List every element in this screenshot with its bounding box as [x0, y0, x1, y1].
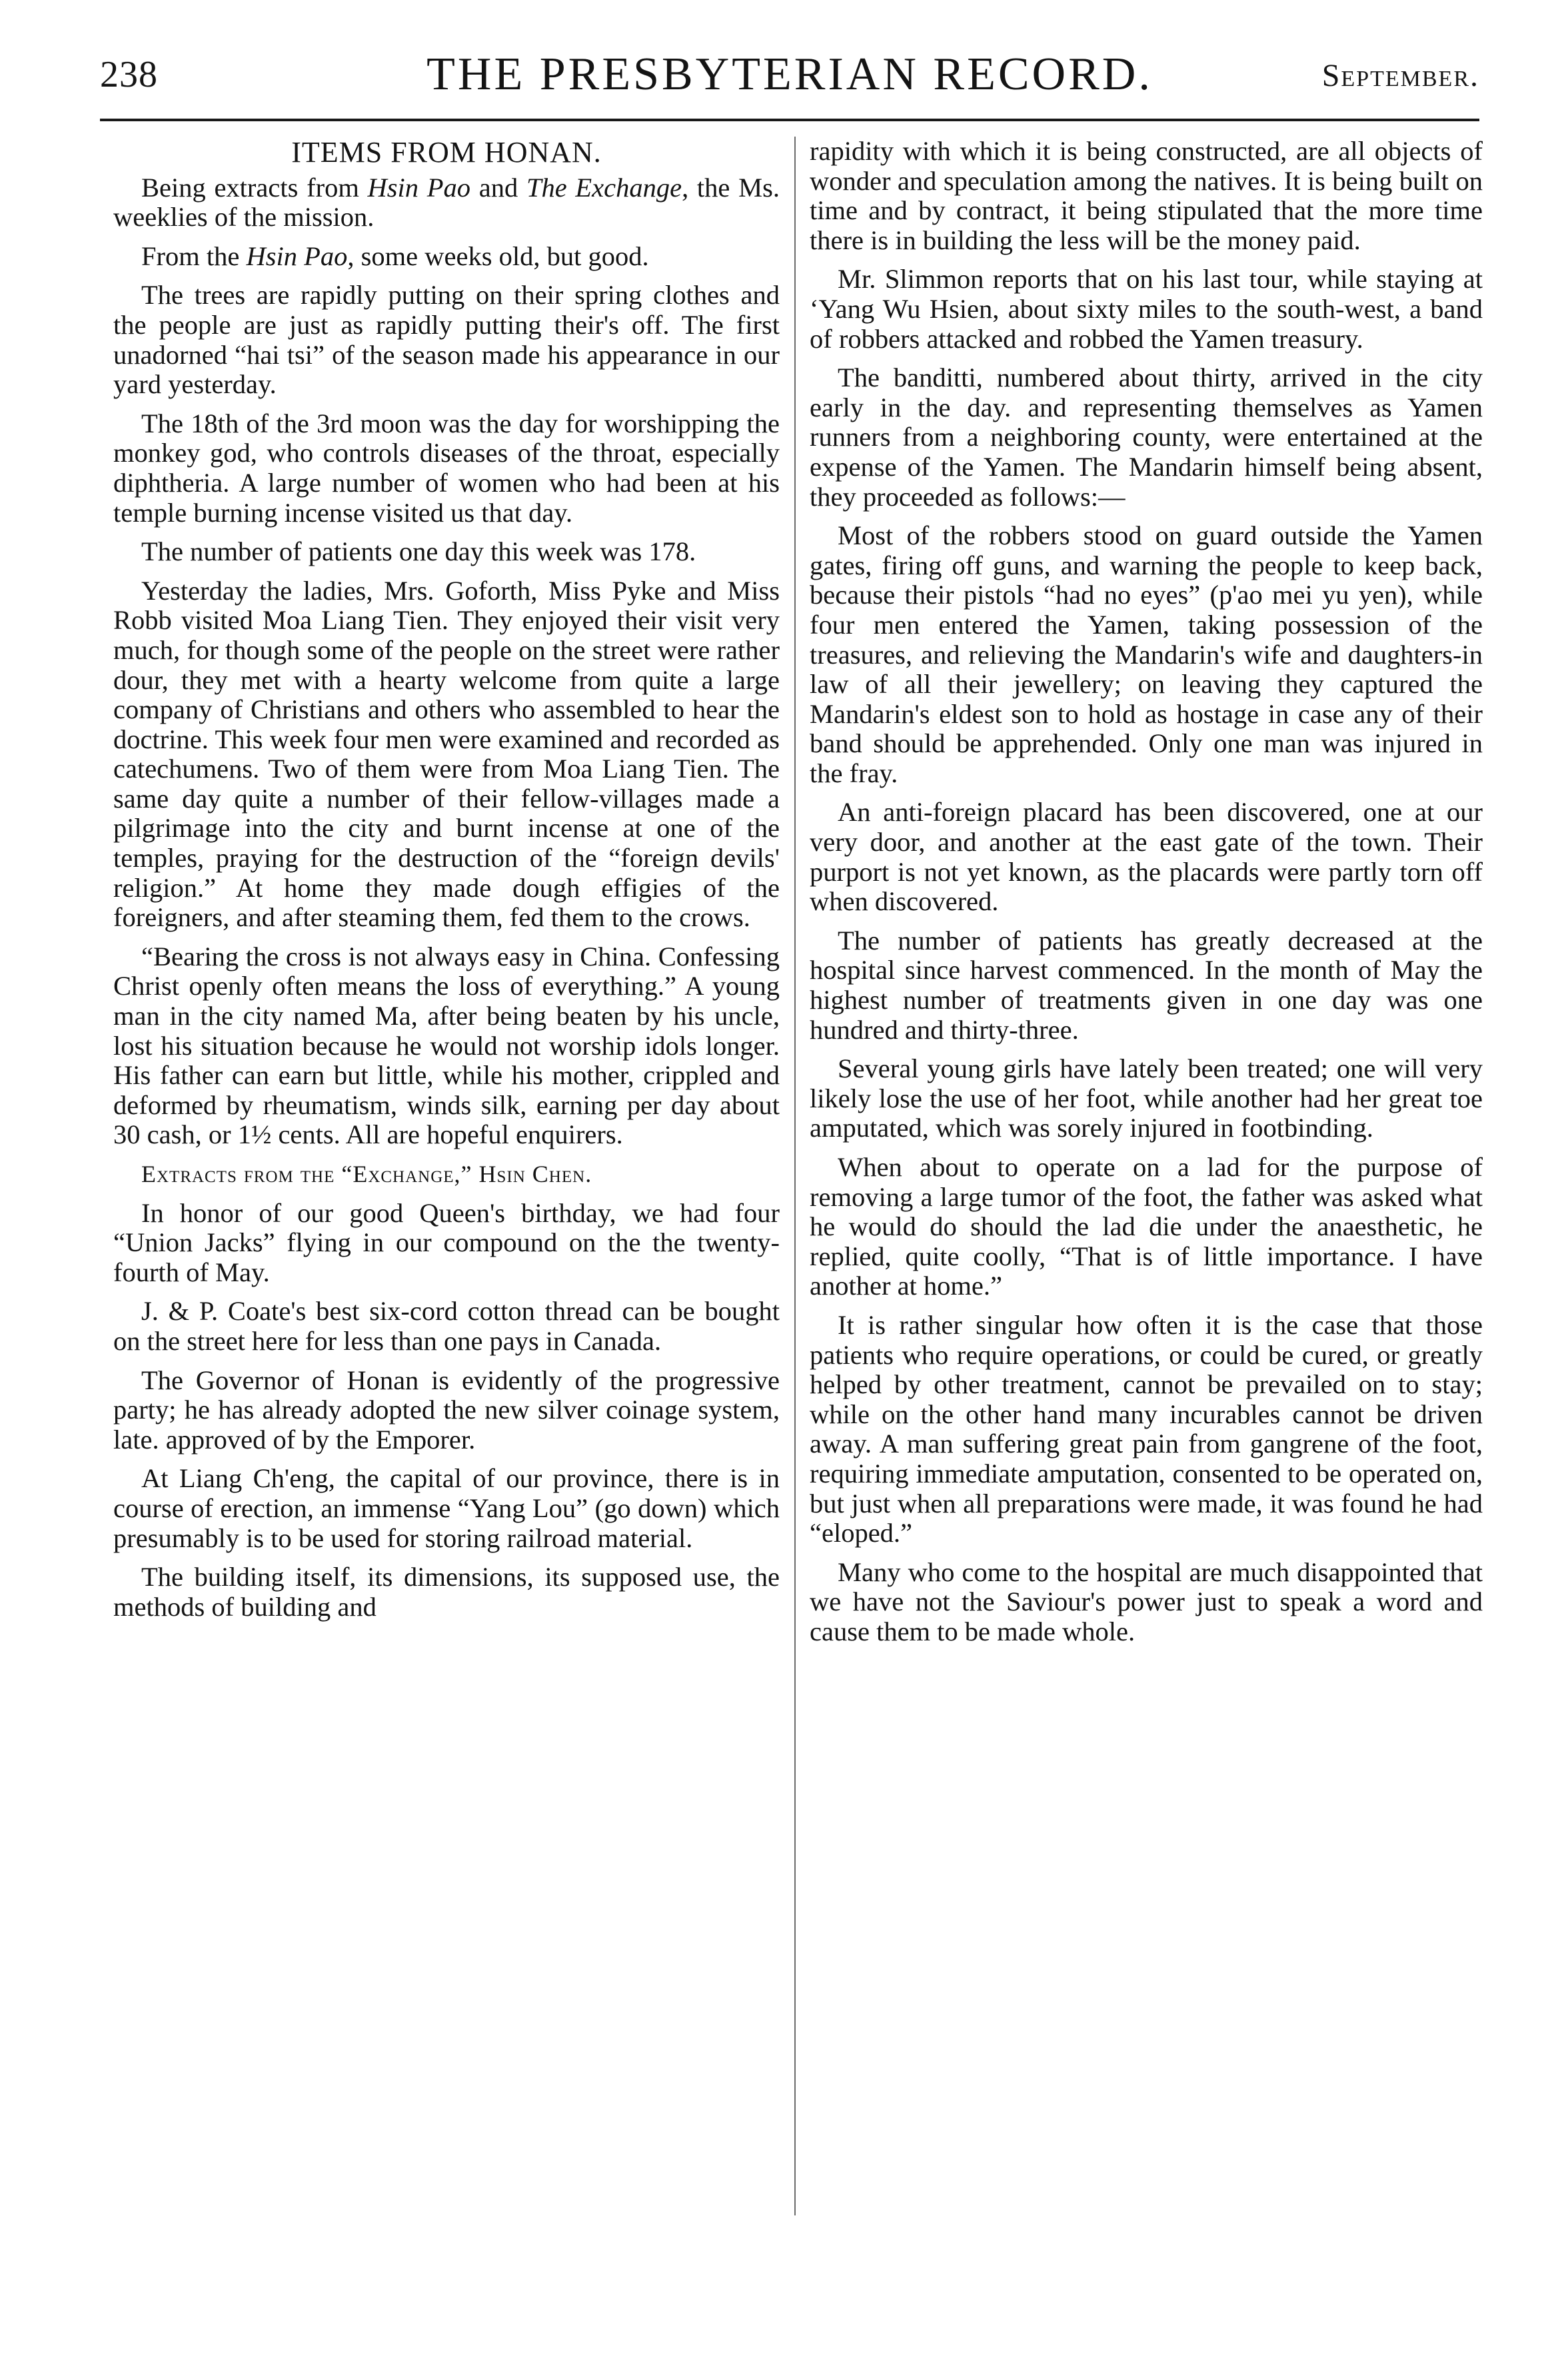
left-column	[113, 137, 780, 1631]
column-divider	[794, 137, 796, 2215]
paragraph: The Governor of Honan is evidently of the progressive party; he has already adopted the new silver coinage system, late. approved of by the Emporer.	[113, 1365, 780, 1455]
paragraph: At Liang Ch'eng, the capital of our province, there is in course of erection, an immense “Yang Lou” (go down) which presumably is to be used for storing railroad material.	[113, 1463, 780, 1553]
paragraph: It is rather singular how often it is the case that those patients who require operations, or could be cured, or greatly helped by other treatment, cannot be prevailed on to stay; while on the other hand many incurables cannot be driven away. A man suffering great pain from gangrene of the foot, requiring immediate amputation, consented to be operated on, but just when all preparations were made, it was found he had “eloped.”	[810, 1309, 1483, 1548]
paragraph: The banditti, numbered about thirty, arrived in the city early in the day. and representing themselves as Yamen runners from a neighboring county, were entertained at the expense of the Yamen. The Mandarin himself being absent, they proceeded as follows:—	[810, 362, 1483, 512]
continued-paragraph: rapidity with which it is being constructed, are all objects of wonder and speculation among the natives. It is being built on time and by contract, it being stipulated that the more time there is in building the less will be the money paid.	[810, 136, 1483, 255]
page-number: 238	[100, 54, 158, 95]
paragraph: The 18th of the 3rd moon was the day for worshipping the monkey god, who controls diseases of the throat, especially diphtheria. A large number of women who had been at his temple burning incense visited us that day.	[113, 408, 780, 528]
right-column	[810, 137, 1483, 1656]
paragraph: The number of patients one day this week was 178.	[141, 536, 696, 567]
issue-month: September.	[1321, 58, 1479, 93]
paragraph: Several young girls have lately been treated; one will very likely lose the use of her foot, while another had her great toe amputated, which was sorely injured in footbinding.	[810, 1053, 1483, 1143]
paragraph: In honor of our good Queen's birthday, we had four “Union Jacks” flying in our compound on the the twenty-fourth of May.	[113, 1197, 780, 1287]
extracts-heading: Extracts from the “Exchange,” Hsin Chen.	[141, 1161, 592, 1187]
source-exchange: The Exchange	[526, 172, 682, 203]
intro-paragraph: Being extracts from Hsin Pao and The Exchange, the Ms. weeklies of the mission.	[113, 172, 780, 233]
paragraph: When about to operate on a lad for the purpose of removing a large tumor of the foot, the father was asked what he would do should the lad die under the anaesthetic, he replied, quite coolly, “That is of little importance. I have another at home.”	[810, 1152, 1483, 1301]
paragraph: Yesterday the ladies, Mrs. Goforth, Miss Pyke and Miss Robb visited Moa Liang Tien. They enjoyed their visit very much, for though some of the people on the street were rather dour, they met with a hearty welcome from quite a large company of Christians and others who assembled to hear the doctrine. This week four men were examined and recorded as catechumens. Two of them were from Moa Liang Tien. The same day quite a number of their fellow-villages made a pilgrimage into the city and burnt incense at one of the temples, praying for the destruction of the “foreign devils' religion.” At home they made dough effigies of the foreigners, and after steaming them, fed them to the crows.	[113, 575, 780, 933]
page-header	[100, 41, 1479, 115]
paragraph: The trees are rapidly putting on their spring clothes and the people are just as rapidly putting their's off. The first unadorned “hai tsi” of the season made his appearance in our yard yesterday.	[113, 280, 780, 400]
from-line: From the Hsin Pao, some weeks old, but good.	[141, 241, 649, 271]
section-title: ITEMS FROM HONAN.	[291, 136, 602, 169]
paragraph: An anti-foreign placard has been discovered, one at our very door, and another at the east gate of the town. Their purport is not yet known, as the placards were partly torn off when discovered.	[810, 797, 1483, 917]
paragraph: Most of the robbers stood on guard outside the Yamen gates, firing off guns, and warning the people to keep back, because their pistols “had no eyes” (p'ao mei yu yen), while four men entered the Yamen, taking possession of the treasures, and relieving the Mandarin's wife and daughters-in law of all their jewellery; on leaving they captured the Mandarin's eldest son to hold as hostage in case any of their band should be apprehended. Only one man was injured in the fray.	[810, 520, 1483, 788]
paragraph: Many who come to the hospital are much disappointed that we have not the Saviour's power just to speak a word and cause them to be made whole.	[810, 1556, 1483, 1646]
paragraph: J. & P. Coate's best six-cord cotton thread can be bought on the street here for less than one pays in Canada.	[113, 1296, 780, 1356]
paragraph: The number of patients has greatly decreased at the hospital since harvest commenced. In the month of May the highest number of treatments given in one day was one hundred and thirty-three.	[810, 925, 1483, 1045]
paragraph: Mr. Slimmon reports that on his last tour, while staying at ‘Yang Wu Hsien, about sixty miles to the south-west, a band of robbers attacked and robbed the Yamen treasury.	[810, 264, 1483, 354]
paragraph: The building itself, its dimensions, its supposed use, the methods of building and	[113, 1562, 780, 1622]
header-rule	[100, 119, 1479, 121]
source-hsin-pao: Hsin Pao	[367, 172, 471, 203]
paragraph: “Bearing the cross is not always easy in China. Confessing Christ openly often means the loss of everything.” A young man in the city named Ma, after being beaten by his uncle, lost his situation because he would not worship idols longer. His father can earn but little, while his mother, crippled and deformed by rheumatism, winds silk, earning per day about 30 cash, or 1½ cents. All are hopeful enquirers.	[113, 941, 780, 1150]
journal-title: THE PRESBYTERIAN RECORD.	[426, 49, 1153, 100]
